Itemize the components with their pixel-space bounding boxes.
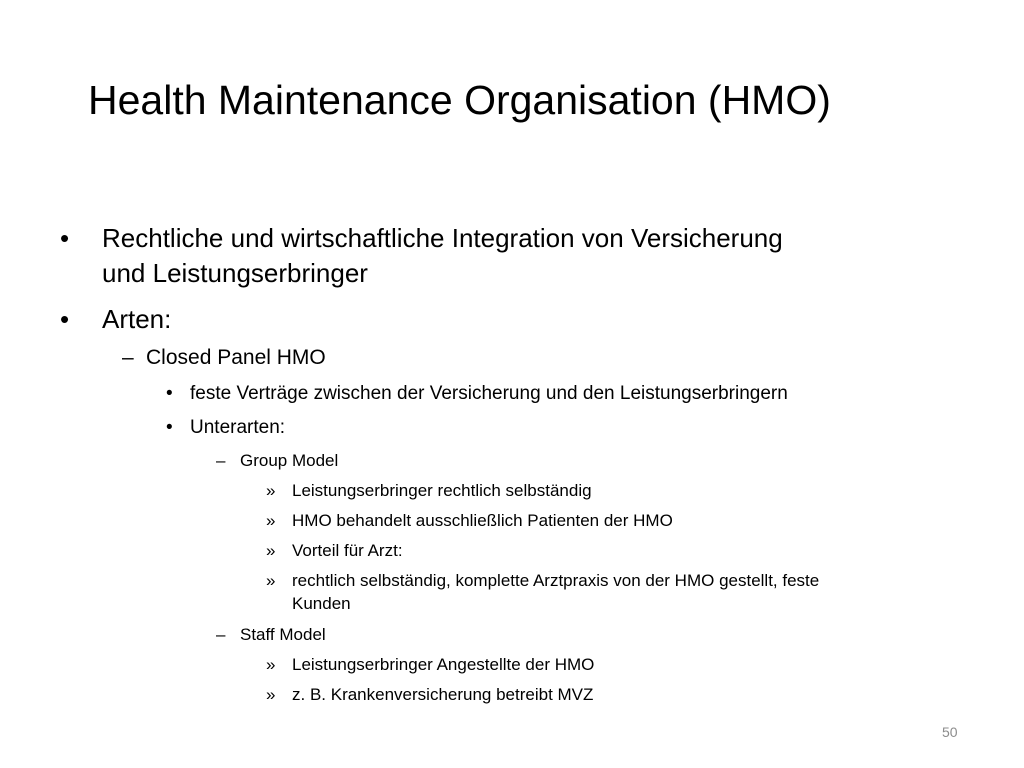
list-item: feste Verträge zwischen der Versicherung und den Leistungserbringern	[190, 383, 788, 404]
chevron-marker: »	[266, 685, 276, 704]
dash-marker: –	[216, 451, 226, 470]
page-number: 50	[942, 724, 958, 740]
list-item: Group Model	[240, 451, 339, 470]
bullet-marker: •	[60, 304, 70, 334]
dash-marker: –	[216, 625, 226, 644]
list-item: Staff Model	[240, 625, 326, 644]
list-item: Vorteil für Arzt:	[292, 541, 403, 560]
list-item: rechtlich selbständig, komplette Arztpraxis von der HMO gestellt, feste	[292, 571, 820, 590]
list-item: Leistungserbringer rechtlich selbständig	[292, 481, 592, 500]
list-item: z. B. Krankenversicherung betreibt MVZ	[292, 685, 594, 704]
chevron-marker: »	[266, 541, 276, 560]
bullet-text-continued: und Leistungserbringer	[102, 258, 368, 288]
slide-title: Health Maintenance Organisation (HMO)	[88, 77, 831, 123]
chevron-marker: »	[266, 655, 276, 674]
chevron-marker: »	[266, 511, 276, 530]
chevron-marker: »	[266, 571, 276, 590]
chevron-marker: »	[266, 481, 276, 500]
list-item: Closed Panel HMO	[146, 346, 326, 369]
bullet-text: Rechtliche und wirtschaftliche Integration von Versicherung	[102, 223, 783, 253]
bullet-marker: •	[60, 223, 70, 253]
list-item-continued: Kunden	[292, 594, 351, 613]
bullet-marker: •	[166, 383, 173, 404]
bullet-text: Arten:	[102, 304, 172, 334]
list-item: HMO behandelt ausschließlich Patienten der HMO	[292, 511, 673, 530]
dash-marker: –	[122, 346, 134, 369]
list-item: Unterarten:	[190, 417, 286, 438]
list-item: Leistungserbringer Angestellte der HMO	[292, 655, 595, 674]
bullet-marker: •	[166, 417, 173, 438]
